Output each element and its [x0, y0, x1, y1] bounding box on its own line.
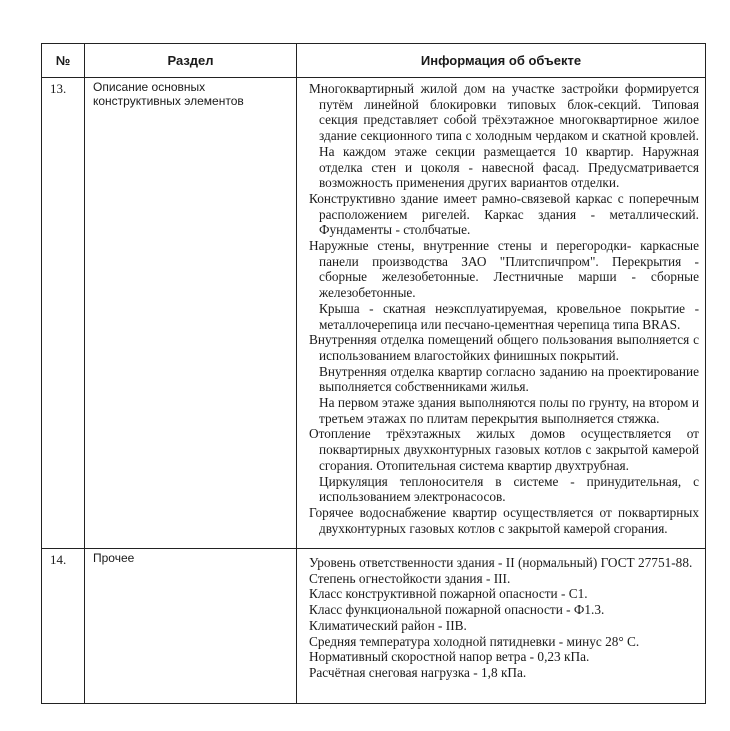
- info-item: Класс функциональной пожарной опасности - Ф1.3.: [309, 602, 605, 618]
- info-paragraph: Горячее водоснабжение квартир осуществляется от поквартирных двухконтурных газовых котлов с закрытой камерой сгорания.: [309, 504, 699, 536]
- info-paragraph: Конструктивно здание имеет рамно-связевой каркас с поперечным расположением ригелей. Каркас здания - металлический. Фундаменты - столбчатые.: [309, 190, 699, 238]
- row-section: Прочее: [85, 549, 297, 704]
- info-paragraph: Наружные стены, внутренние стены и перегородки- каркасные панели производства ЗАО "Плитспичпром". Перекрытия - сборные железобетонные. Лестничные марши - сборные железобетонные.: [309, 238, 699, 301]
- row-info: [297, 78, 706, 549]
- info-item: Средняя температура холодной пятидневки - минус 28° С.: [309, 633, 640, 649]
- info-paragraph: На первом этаже здания выполняются полы по грунту, на втором и третьем этажах по плитам перекрытия выполняется стяжка.: [319, 395, 699, 426]
- info-paragraph: Отопление трёхэтажных жилых домов осуществляется от поквартирных двухконтурных газовых котлов с закрытой камерой сгорания. Отопительная система квартир двухтрубная.: [309, 426, 699, 473]
- object-info-table: [41, 43, 706, 704]
- info-item: Климатический район - IIВ.: [309, 617, 467, 633]
- info-paragraph: Циркуляция теплоносителя в системе - принудительная, с использованием электронасосов.: [319, 473, 699, 505]
- info-paragraph: Внутренняя отделка помещений общего пользования выполняется с использованием влагостойких финишных покрытий.: [309, 332, 699, 363]
- header-section: Раздел: [85, 44, 297, 78]
- info-paragraph: Внутренняя отделка квартир согласно заданию на проектирование выполняется собственниками жилья.: [319, 363, 699, 395]
- info-item: Класс конструктивной пожарной опасности - С1.: [309, 586, 588, 602]
- table-header-row: [42, 44, 706, 78]
- row-info: [297, 549, 706, 704]
- info-item: Степень огнестойкости здания - III.: [309, 570, 511, 586]
- row-number: 13.: [42, 78, 85, 549]
- info-paragraph: Многоквартирный жилой дом на участке застройки формируется путём линейной блокировки типовых блок-секций. Типовая секция представляет собой трёхэтажное многоквартирное жилое здание секционного типа с холодным чердаком и скатной кровлей. На каждом этаже секции размещается 10 квартир. Наружная отделка стен и цоколя - навесной фасад. Предусматривается возможность применения других вариантов отделки.: [309, 81, 699, 191]
- row-section: Описание основных конструктивных элементов: [85, 78, 297, 549]
- row-number: 14.: [42, 549, 85, 704]
- table-row: [42, 78, 706, 549]
- table-row: [42, 549, 706, 704]
- header-info: Информация об объекте: [297, 44, 706, 78]
- info-item: Уровень ответственности здания - II (нормальный) ГОСТ 27751-88.: [309, 555, 693, 570]
- header-number: №: [42, 44, 85, 78]
- info-item: Расчётная снеговая нагрузка - 1,8 кПа.: [309, 664, 527, 680]
- info-item: Нормативный скоростной напор ветра - 0,23 кПа.: [309, 649, 590, 665]
- info-paragraph: Крыша - скатная неэксплуатируемая, кровельное покрытие - металлочерепица или песчано-цементная черепица типа BRAS.: [319, 300, 699, 332]
